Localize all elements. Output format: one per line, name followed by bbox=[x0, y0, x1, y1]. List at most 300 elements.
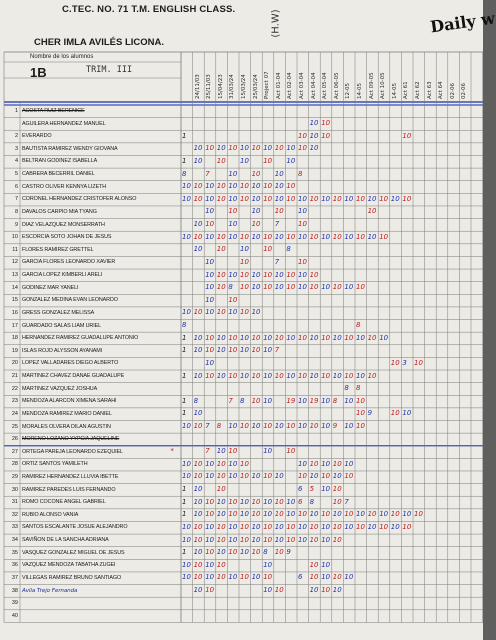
grade-mark: 10 bbox=[205, 333, 215, 342]
grade-mark: 10 bbox=[402, 510, 412, 519]
grade-mark: 10 bbox=[309, 586, 319, 595]
row-number: 22 bbox=[11, 385, 18, 392]
grade-mark: * bbox=[170, 447, 174, 456]
grade-mark: 3 bbox=[402, 358, 407, 367]
row-number: 18 bbox=[11, 335, 18, 342]
grade-mark: 1 bbox=[182, 510, 187, 519]
student-name: CORONEL HERNANDEZ CRISTOFER ALONSO bbox=[22, 196, 137, 203]
grade-mark: 10 bbox=[193, 346, 203, 355]
grade-mark: 10 bbox=[367, 333, 377, 342]
date-header: 31/03/24 bbox=[229, 74, 236, 99]
date-header: Act 64 bbox=[438, 81, 445, 99]
grade-mark: 10 bbox=[309, 472, 319, 481]
date-header: Act 03-04 bbox=[299, 72, 305, 99]
grade-mark: 10 bbox=[182, 194, 191, 203]
grade-mark: 10 bbox=[298, 283, 307, 292]
grade-mark: 10 bbox=[193, 232, 203, 241]
grade-mark: 10 bbox=[309, 333, 319, 342]
date-header: 15/03/24 bbox=[241, 74, 247, 99]
grade-mark: 10 bbox=[193, 308, 203, 317]
grade-mark: 10 bbox=[402, 194, 412, 203]
grade-mark: 8 bbox=[263, 548, 268, 557]
grade-mark: 8 bbox=[298, 169, 303, 178]
grade-mark: 10 bbox=[263, 497, 273, 506]
grade-mark: 10 bbox=[251, 422, 261, 430]
grade-mark: 10 bbox=[251, 207, 261, 216]
grade-mark: 10 bbox=[356, 283, 365, 292]
grade-mark: 10 bbox=[367, 371, 377, 380]
row-number: 3 bbox=[14, 145, 18, 152]
grade-mark: 10 bbox=[321, 573, 331, 582]
grade-mark: 10 bbox=[321, 485, 331, 494]
grade-mark: 10 bbox=[321, 535, 331, 544]
grade-mark: 10 bbox=[193, 472, 203, 481]
row-number: 15 bbox=[11, 297, 18, 304]
grade-mark: 10 bbox=[205, 207, 215, 216]
grade-mark: 10 bbox=[216, 245, 226, 254]
date-header: Act 63 bbox=[426, 81, 433, 99]
row-number: 10 bbox=[11, 234, 18, 241]
grade-mark: 10 bbox=[240, 548, 249, 557]
grade-mark: 10 bbox=[251, 182, 261, 191]
grade-mark: 7 bbox=[274, 257, 280, 266]
grade-mark: 10 bbox=[356, 510, 365, 519]
grade-mark: 7 bbox=[274, 346, 280, 355]
grade-mark: 10 bbox=[321, 119, 331, 128]
grade-mark: 10 bbox=[263, 560, 273, 569]
student-name: MORALES OLVERA DILAN AGUSTIN bbox=[22, 423, 111, 430]
grade-mark: 10 bbox=[205, 182, 215, 191]
date-header: 25/11/03 bbox=[206, 74, 213, 99]
grade-mark: 10 bbox=[402, 409, 412, 418]
grade-mark: 10 bbox=[193, 497, 203, 506]
grade-mark: 10 bbox=[182, 573, 191, 582]
grade-mark: 10 bbox=[216, 535, 226, 544]
grade-mark: 10 bbox=[228, 472, 238, 481]
date-header: 02-06 bbox=[449, 83, 456, 99]
grade-mark: 10 bbox=[182, 182, 191, 191]
grade-mark: 10 bbox=[216, 560, 226, 569]
grade-mark: 10 bbox=[216, 194, 226, 203]
grade-mark: 10 bbox=[286, 522, 296, 531]
grade-mark: 10 bbox=[193, 548, 203, 557]
teacher-header: CHER IMLA AVILÉS LICONA. bbox=[34, 37, 165, 48]
grade-mark: 10 bbox=[240, 194, 249, 203]
grade-mark: 10 bbox=[182, 535, 191, 544]
grade-mark: 10 bbox=[216, 283, 226, 292]
grade-mark: 10 bbox=[193, 182, 203, 191]
grade-mark: 10 bbox=[193, 194, 203, 203]
grade-mark: 10 bbox=[344, 422, 354, 430]
grade-mark: 10 bbox=[240, 257, 249, 266]
grade-mark: 10 bbox=[240, 459, 249, 468]
grade-mark: 10 bbox=[240, 308, 249, 317]
grade-mark: 10 bbox=[309, 144, 319, 153]
row-number: 27 bbox=[11, 448, 18, 455]
grade-mark: 10 bbox=[240, 156, 249, 165]
grade-mark: 10 bbox=[193, 485, 203, 494]
grade-mark: 10 bbox=[356, 409, 365, 418]
student-name: RUBIO ALONSO VANIA bbox=[22, 511, 79, 518]
row-number: 36 bbox=[11, 562, 18, 569]
grade-mark: 8 bbox=[309, 497, 315, 506]
grade-mark: 10 bbox=[321, 194, 331, 203]
grade-mark: 10 bbox=[228, 573, 238, 582]
grade-mark: 10 bbox=[182, 560, 191, 569]
grade-mark: 10 bbox=[263, 396, 273, 405]
grade-mark: 10 bbox=[182, 522, 191, 531]
student-name: MENDOZA ALARCON XIMENA SARAHI bbox=[22, 398, 117, 405]
student-name: MARTINEZ VAZQUEZ JOSHUA bbox=[22, 385, 98, 392]
grade-mark: 10 bbox=[193, 522, 203, 531]
row-number: 7 bbox=[14, 196, 18, 203]
grade-mark: 10 bbox=[309, 194, 319, 203]
grade-mark: 10 bbox=[274, 182, 284, 191]
student-name: DAVALOS CARPIO MIA TYANG bbox=[22, 208, 97, 215]
grade-mark: 10 bbox=[321, 333, 331, 342]
grade-mark: 10 bbox=[298, 257, 307, 266]
grade-mark: 10 bbox=[356, 232, 365, 241]
grade-mark: 10 bbox=[367, 522, 377, 531]
grade-mark: 10 bbox=[251, 333, 261, 342]
date-header: Act 01-04 bbox=[275, 72, 282, 99]
grade-mark: 10 bbox=[286, 270, 296, 279]
grade-mark: 10 bbox=[274, 510, 284, 519]
row-number: 34 bbox=[11, 537, 18, 544]
grade-mark: 10 bbox=[228, 220, 238, 229]
grade-mark: 10 bbox=[228, 548, 238, 557]
grade-mark: 10 bbox=[205, 346, 215, 355]
grade-mark: 8 bbox=[216, 422, 222, 430]
grade-mark: 10 bbox=[263, 333, 273, 342]
grade-mark: 10 bbox=[321, 472, 331, 481]
grade-mark: 10 bbox=[216, 308, 226, 317]
grade-mark: 10 bbox=[274, 232, 284, 241]
grade-mark: 7 bbox=[205, 169, 210, 178]
student-name: FLORES RAMIREZ GRETTEL bbox=[22, 246, 94, 253]
row-number: 2 bbox=[14, 133, 18, 140]
student-name: HERNANDEZ RAMIREZ GUADALUPE ANTONIO bbox=[22, 335, 139, 342]
date-header: Act 62 bbox=[415, 81, 421, 99]
grade-mark: 10 bbox=[344, 283, 354, 292]
student-name: ACOSTA RUIZ BERENICE bbox=[22, 108, 85, 114]
grade-mark: 10 bbox=[274, 586, 284, 595]
date-header: Act 09-05 bbox=[368, 72, 375, 99]
grade-mark: 10 bbox=[367, 232, 377, 241]
grade-mark: 10 bbox=[193, 422, 203, 430]
grade-mark: 10 bbox=[332, 586, 342, 595]
grade-mark: 10 bbox=[228, 207, 238, 216]
grade-mark: 1 bbox=[182, 371, 187, 380]
grade-mark: 10 bbox=[390, 510, 400, 519]
grade-mark: 10 bbox=[356, 333, 365, 342]
grade-mark: 10 bbox=[414, 358, 423, 367]
grade-mark: 10 bbox=[216, 548, 226, 557]
grade-mark: 10 bbox=[263, 535, 273, 544]
grade-mark: 10 bbox=[205, 497, 215, 506]
student-name: BELTRAN GODINEZ ISABELLA bbox=[22, 158, 98, 165]
grade-mark: 10 bbox=[182, 472, 191, 481]
grade-mark: 10 bbox=[228, 270, 238, 279]
student-column-heading: Nombre de los alumnos bbox=[30, 54, 94, 60]
grade-mark: 10 bbox=[251, 510, 261, 519]
grade-mark: 10 bbox=[379, 232, 389, 241]
grade-mark: 10 bbox=[263, 371, 273, 380]
grade-mark: 10 bbox=[251, 522, 261, 531]
grade-mark: 10 bbox=[309, 283, 319, 292]
grade-mark: 10 bbox=[321, 560, 331, 569]
grade-mark: 10 bbox=[344, 522, 354, 531]
grade-mark: 10 bbox=[251, 371, 261, 380]
grade-mark: 10 bbox=[309, 522, 319, 531]
student-name: EVERARDO bbox=[22, 133, 52, 140]
grade-mark: 8 bbox=[193, 396, 199, 405]
row-number: 39 bbox=[11, 600, 18, 607]
grade-mark: 9 bbox=[286, 548, 291, 557]
grade-mark: 10 bbox=[379, 194, 389, 203]
grade-mark: 10 bbox=[240, 573, 249, 582]
grade-mark: 10 bbox=[274, 333, 284, 342]
grade-mark: 10 bbox=[205, 283, 215, 292]
grade-mark: 10 bbox=[402, 522, 412, 531]
grade-mark: 10 bbox=[379, 333, 389, 342]
grade-mark: 19 bbox=[309, 396, 319, 405]
date-header: Act 02-04 bbox=[287, 72, 294, 99]
student-name: LOPEZ VALLADARES DIEGO ALBERTO bbox=[22, 360, 119, 367]
grade-mark: 10 bbox=[321, 522, 331, 531]
grade-mark: 10 bbox=[193, 459, 203, 468]
grade-mark: 10 bbox=[263, 194, 273, 203]
grade-mark: 10 bbox=[216, 573, 226, 582]
grade-mark: 1 bbox=[182, 156, 187, 165]
row-number: 9 bbox=[14, 221, 18, 228]
grade-mark: 10 bbox=[216, 510, 226, 519]
grade-mark: 10 bbox=[263, 232, 273, 241]
grade-mark: 10 bbox=[286, 144, 296, 153]
grade-mark: 10 bbox=[182, 308, 191, 317]
row-number: 21 bbox=[11, 373, 18, 380]
grade-mark: 10 bbox=[240, 232, 249, 241]
grade-mark: 10 bbox=[274, 472, 284, 481]
grade-mark: 10 bbox=[390, 409, 400, 418]
row-number: 13 bbox=[11, 272, 18, 279]
grade-mark: 10 bbox=[228, 510, 238, 519]
student-name: GRESS GONZALEZ MELISSA bbox=[22, 309, 95, 316]
grade-mark: 1 bbox=[182, 396, 187, 405]
grade-mark: 10 bbox=[332, 371, 342, 380]
row-number: 35 bbox=[11, 549, 18, 556]
student-name: AGUILERA HERNANDEZ MANUEL bbox=[22, 120, 106, 127]
student-name: CASTRO OLIVER KENNYA LIZETH bbox=[22, 183, 107, 190]
date-header: 25/03/24 bbox=[252, 74, 259, 99]
grade-mark: 10 bbox=[298, 535, 307, 544]
student-name: VILLEGAS RAMIREZ BRUNO SANTIAGO bbox=[22, 574, 122, 581]
grade-mark: 10 bbox=[344, 333, 354, 342]
grade-mark: 10 bbox=[298, 270, 307, 279]
grade-mark: 10 bbox=[274, 270, 284, 279]
row-number: 16 bbox=[11, 309, 18, 316]
row-number: 24 bbox=[11, 410, 18, 417]
row-number: 8 bbox=[14, 208, 18, 215]
grade-mark: 10 bbox=[274, 169, 284, 178]
grade-mark: 10 bbox=[251, 573, 261, 582]
grade-mark: 10 bbox=[193, 409, 203, 418]
grade-mark: 10 bbox=[182, 232, 191, 241]
row-number: 33 bbox=[11, 524, 18, 531]
grade-mark: 10 bbox=[274, 497, 284, 506]
date-header: 15/04/23 bbox=[217, 74, 224, 99]
grade-mark: 10 bbox=[205, 295, 215, 304]
student-name: CABRERA BECERRIL DANIEL bbox=[22, 171, 95, 178]
grade-mark: 10 bbox=[309, 510, 319, 519]
row-number: 38 bbox=[11, 587, 18, 594]
grade-mark: 10 bbox=[298, 371, 307, 380]
grade-mark: 10 bbox=[263, 586, 273, 595]
grade-mark: 10 bbox=[216, 144, 226, 153]
grade-mark: 9 bbox=[367, 409, 373, 418]
row-number: 25 bbox=[11, 423, 18, 430]
row-number: 17 bbox=[11, 322, 18, 329]
student-name: ORTEGA PAREJA LEONARDO EZEQUIEL bbox=[22, 448, 123, 455]
grade-mark: 10 bbox=[205, 586, 215, 595]
trimester-label: TRIM. III bbox=[86, 65, 133, 75]
daily-work-heading: Daily w bbox=[428, 8, 496, 37]
grade-mark: 10 bbox=[332, 535, 342, 544]
grade-mark: 10 bbox=[240, 182, 249, 191]
grade-mark: 10 bbox=[240, 144, 249, 153]
grade-mark: 10 bbox=[228, 497, 238, 506]
grade-mark: 10 bbox=[240, 510, 249, 519]
grade-mark: 10 bbox=[240, 422, 249, 430]
grade-mark: 10 bbox=[286, 333, 296, 342]
row-number: 6 bbox=[14, 183, 18, 190]
grade-mark: 10 bbox=[193, 535, 203, 544]
grade-mark: 10 bbox=[309, 459, 319, 468]
grade-mark: 10 bbox=[193, 156, 203, 165]
grade-mark: 10 bbox=[286, 447, 296, 456]
grade-mark: 10 bbox=[193, 573, 203, 582]
grade-mark: 10 bbox=[274, 535, 284, 544]
grade-mark: 7 bbox=[228, 396, 233, 405]
grade-mark: 10 bbox=[205, 144, 215, 153]
grade-mark: 7 bbox=[344, 497, 349, 506]
grade-mark: 1 bbox=[182, 131, 187, 140]
grade-mark: 10 bbox=[298, 207, 307, 216]
grade-mark: 10 bbox=[205, 232, 215, 241]
grade-mark: 1 bbox=[182, 548, 187, 557]
grade-mark: 10 bbox=[205, 560, 215, 569]
grade-mark: 10 bbox=[251, 232, 261, 241]
grade-mark: 10 bbox=[321, 510, 331, 519]
row-number: 37 bbox=[11, 574, 18, 581]
student-name: GODINEZ MAR YANELI bbox=[22, 284, 79, 291]
grade-mark: 10 bbox=[240, 371, 249, 380]
grade-mark: 10 bbox=[205, 573, 215, 582]
student-name: ORTIZ SANTOS YAMILETH bbox=[22, 461, 88, 468]
grade-mark: 10 bbox=[193, 586, 203, 595]
grade-mark: 10 bbox=[228, 459, 238, 468]
grade-mark: 10 bbox=[263, 270, 273, 279]
grade-mark: 10 bbox=[402, 131, 412, 140]
grade-mark: 10 bbox=[321, 422, 331, 430]
grade-mark: 10 bbox=[367, 510, 377, 519]
grade-mark: 10 bbox=[251, 346, 261, 355]
grade-mark: 10 bbox=[193, 333, 203, 342]
grade-mark: 10 bbox=[263, 346, 273, 355]
row-number: 14 bbox=[11, 284, 18, 291]
grade-mark: 8 bbox=[356, 384, 361, 393]
grade-mark: 10 bbox=[251, 535, 261, 544]
grade-mark: 10 bbox=[263, 283, 273, 292]
grade-mark: 10 bbox=[263, 447, 273, 456]
grade-mark: 1 bbox=[182, 409, 187, 418]
grade-mark: 10 bbox=[332, 485, 342, 494]
grade-mark: 10 bbox=[263, 422, 273, 430]
row-number: 23 bbox=[11, 398, 18, 405]
grade-mark: 10 bbox=[193, 560, 203, 569]
grade-mark: 10 bbox=[251, 169, 261, 178]
grade-mark: 10 bbox=[379, 522, 389, 531]
grade-mark: 10 bbox=[205, 308, 215, 317]
grade-mark: 10 bbox=[298, 194, 307, 203]
grade-mark: 10 bbox=[263, 510, 273, 519]
grade-mark: 10 bbox=[309, 535, 319, 544]
grade-mark: 10 bbox=[193, 220, 203, 229]
student-name: RAMIREZ PAREDES LUIS FERNANDO bbox=[22, 486, 116, 493]
grade-mark: 10 bbox=[298, 522, 307, 531]
row-number: 28 bbox=[11, 461, 18, 468]
grade-mark: 10 bbox=[216, 522, 226, 531]
grade-mark: 10 bbox=[367, 207, 377, 216]
grade-mark: 10 bbox=[367, 194, 377, 203]
date-header: Act 05-04 bbox=[322, 72, 329, 99]
grade-mark: 10 bbox=[321, 459, 331, 468]
grade-mark: 10 bbox=[228, 232, 238, 241]
grade-mark: 6 bbox=[298, 573, 303, 582]
grade-mark: 7 bbox=[205, 447, 210, 456]
grade-mark: 10 bbox=[205, 510, 215, 519]
school-header: C.TEC. NO. 71 T.M. ENGLISH CLASS. bbox=[62, 4, 236, 15]
grade-mark: 10 bbox=[309, 270, 319, 279]
grade-mark: 10 bbox=[332, 573, 342, 582]
student-name: Avila Trejo Fernanda bbox=[22, 587, 78, 594]
student-name: GUARDADO SALAS LIAM URIEL bbox=[22, 322, 101, 329]
student-name: SAVIÑON DE LA SANCHA ADRIANA bbox=[22, 537, 109, 544]
grade-mark: 10 bbox=[216, 156, 226, 165]
student-name: RAMIREZ HERNANDEZ LLUVIA IBETTE bbox=[22, 473, 119, 480]
grade-mark: 10 bbox=[286, 371, 296, 380]
grade-mark: 8 bbox=[332, 396, 338, 405]
date-header: Act 06-05 bbox=[333, 72, 340, 99]
row-number: 31 bbox=[11, 499, 18, 506]
grade-mark: 10 bbox=[251, 472, 261, 481]
homework-label: (H.W) bbox=[270, 9, 282, 38]
grade-mark: 10 bbox=[344, 194, 354, 203]
grade-mark: 10 bbox=[251, 497, 261, 506]
grade-mark: 10 bbox=[182, 459, 191, 468]
grade-mark: 10 bbox=[251, 144, 261, 153]
grade-mark: 10 bbox=[251, 194, 261, 203]
grade-mark: 10 bbox=[298, 144, 307, 153]
student-name: MORENO LOZANO YYPCIA JAQUELINE bbox=[22, 436, 120, 443]
grade-mark: 10 bbox=[205, 270, 215, 279]
grade-mark: 10 bbox=[309, 560, 319, 569]
grade-mark: 10 bbox=[193, 371, 203, 380]
grade-mark: 10 bbox=[298, 131, 307, 140]
grade-mark: 10 bbox=[205, 257, 215, 266]
grade-mark: 10 bbox=[240, 472, 249, 481]
grade-mark: 10 bbox=[251, 270, 261, 279]
